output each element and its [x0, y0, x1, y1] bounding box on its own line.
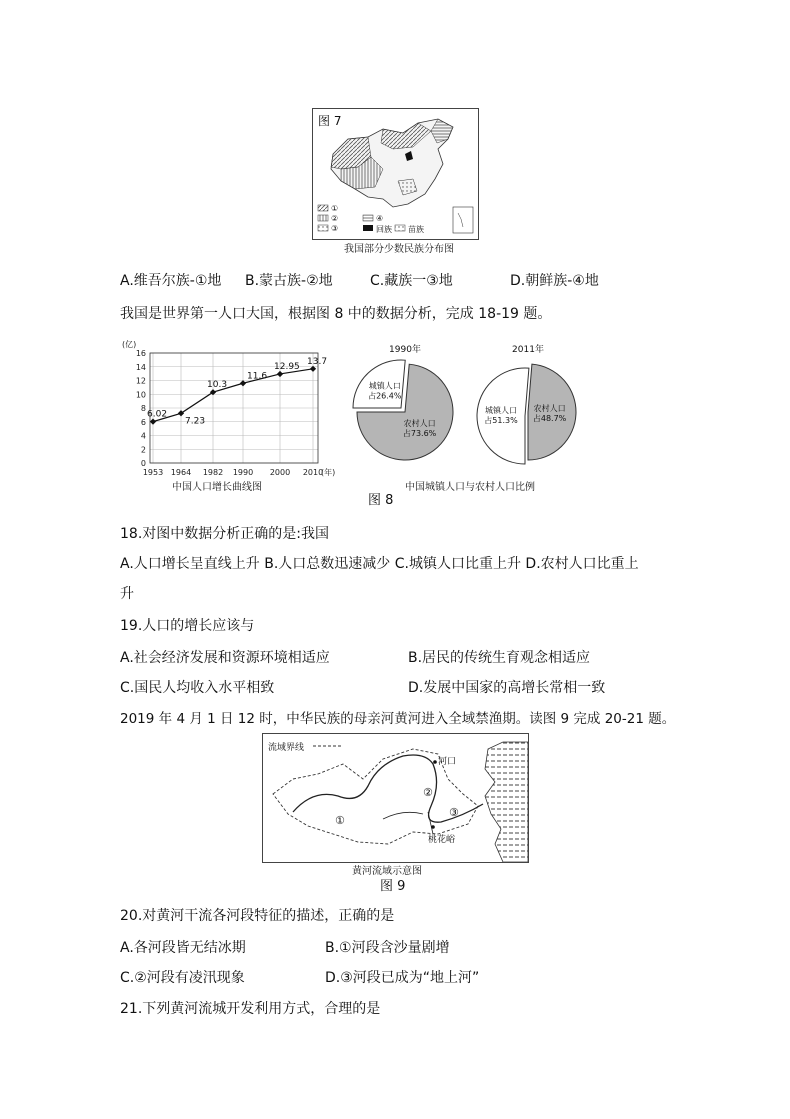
- y-tick-label: 2: [140, 445, 146, 455]
- x-tick-label: 1953: [142, 468, 164, 477]
- rural-label: 农村人口: [403, 418, 436, 428]
- q20-stem: 20.对黄河干流各河段特征的描述，正确的是: [120, 908, 395, 924]
- figure-7-caption: 我国部分少数民族分布图: [344, 244, 454, 255]
- population-series-line: [153, 369, 313, 422]
- q21-stem: 21.下列黄河流城开发利用方式，合理的是: [120, 1001, 381, 1017]
- pie-chart-caption: 中国城镇人口与农村人口比例: [405, 482, 535, 493]
- urban-label: 城镇人口: [485, 406, 518, 416]
- data-point: [240, 380, 246, 386]
- y-tick-label: 6: [140, 417, 146, 427]
- rural-label: 农村人口: [533, 403, 566, 413]
- x-tick-label: 1990: [232, 468, 254, 477]
- figure-8-label: 图 8: [368, 493, 394, 508]
- y-tick-label: 8: [140, 404, 146, 413]
- q18-options: A.人口增长呈直线上升 B.人口总数迅速减少 C.城镇人口比重上升 D.农村人口比重上: [120, 556, 639, 572]
- x-tick-label: 1982: [202, 468, 224, 477]
- urban-pct-label: 占51.3%: [484, 416, 518, 426]
- yellow-river-basin-map: [263, 734, 528, 862]
- q19-option-a: A.社会经济发展和资源环境相适应: [120, 650, 330, 666]
- legend-2: ②: [331, 214, 339, 223]
- pie-title: 1990年: [389, 345, 421, 355]
- urban-rural-pie-charts: [350, 340, 590, 470]
- y-tick-label: 16: [135, 349, 146, 358]
- figure-7-map: [312, 108, 479, 240]
- legend-hui: 回族: [376, 225, 392, 234]
- q19-option-d: D.发展中国家的高增长常相一致: [408, 680, 606, 696]
- population-line-chart: [118, 335, 348, 495]
- q17-option-b: B.蒙古族-②地: [245, 273, 333, 289]
- fig9-marker-3: ③: [449, 806, 459, 819]
- y-tick-label: 10: [135, 390, 146, 400]
- figure-9-map: [262, 733, 529, 863]
- y-axis-label: (亿): [122, 340, 137, 349]
- fig9-marker-2: ②: [423, 786, 433, 799]
- data-label: 10.3: [207, 380, 228, 391]
- data-label: 12.95: [274, 361, 300, 372]
- y-tick-label: 14: [135, 362, 146, 372]
- urban-label: 城镇人口: [368, 381, 401, 391]
- rural-pct-label: 占48.7%: [532, 413, 567, 423]
- data-label: 7.23: [185, 416, 206, 427]
- x-tick-label: 2010: [302, 468, 324, 477]
- q18-options-wrap: 升: [120, 586, 134, 602]
- data-label: 11.6: [247, 371, 268, 382]
- q17-option-a: A.维吾尔族-①地: [120, 273, 222, 289]
- legend-miao: 苗族: [408, 225, 424, 234]
- figure-9-label: 图 9: [380, 879, 406, 894]
- q18-stem: 18.对图中数据分析正确的是:我国: [120, 526, 329, 542]
- y-tick-label: 12: [135, 376, 146, 386]
- q20-option-a: A.各河段皆无结冰期: [120, 940, 246, 956]
- urban-pct-label: 占26.4%: [368, 391, 402, 401]
- q17-option-d: D.朝鲜族-④地: [510, 273, 599, 289]
- pie-title: 2011年: [512, 345, 544, 355]
- q19-stem: 19.人口的增长应该与: [120, 618, 255, 634]
- q19-option-b: B.居民的传统生育观念相适应: [408, 650, 591, 666]
- y-tick-label: 0: [140, 459, 146, 468]
- legend-3: ③: [331, 224, 339, 233]
- data-point: [178, 410, 184, 416]
- figure-9-caption: 黄河流域示意图: [352, 866, 422, 877]
- figure-7-title: 图 7: [318, 114, 342, 128]
- x-tick-label: 1964: [170, 468, 192, 477]
- q20-option-d: D.③河段已成为“地上河”: [325, 970, 480, 986]
- legend-4: ④: [376, 214, 384, 223]
- q20-option-c: C.②河段有凌汛现象: [120, 970, 245, 986]
- rural-pct-label: 占73.6%: [402, 428, 437, 438]
- line-chart-title: 中国人口增长曲线图: [172, 482, 262, 493]
- x-tick-label: 2000: [269, 468, 291, 477]
- x-axis-unit: (年): [321, 468, 336, 477]
- fig9-place-taohuayu: 桃花峪: [428, 835, 456, 845]
- data-label: 13.7: [307, 356, 328, 367]
- legend-1: ①: [331, 204, 339, 213]
- intro-18-19: 我国是世界第一人口大国，根据图 8 中的数据分析，完成 18-19 题。: [120, 306, 552, 322]
- data-label: 6.02: [147, 409, 168, 420]
- fig9-legend: 流域界线: [268, 743, 305, 753]
- intro-20-21: 2019 年 4 月 1 日 12 时，中华民族的母亲河黄河进入全域禁渔期。读图 9 完成 20-21 题。: [120, 711, 676, 727]
- q19-option-c: C.国民人均收入水平相致: [120, 680, 275, 696]
- fig9-marker-1: ①: [335, 814, 345, 827]
- fig9-place-hekou: 河口: [438, 757, 457, 767]
- q20-option-b: B.①河段含沙量剧增: [325, 940, 450, 956]
- y-tick-label: 4: [140, 431, 146, 441]
- q17-option-c: C.藏族一③地: [370, 273, 453, 289]
